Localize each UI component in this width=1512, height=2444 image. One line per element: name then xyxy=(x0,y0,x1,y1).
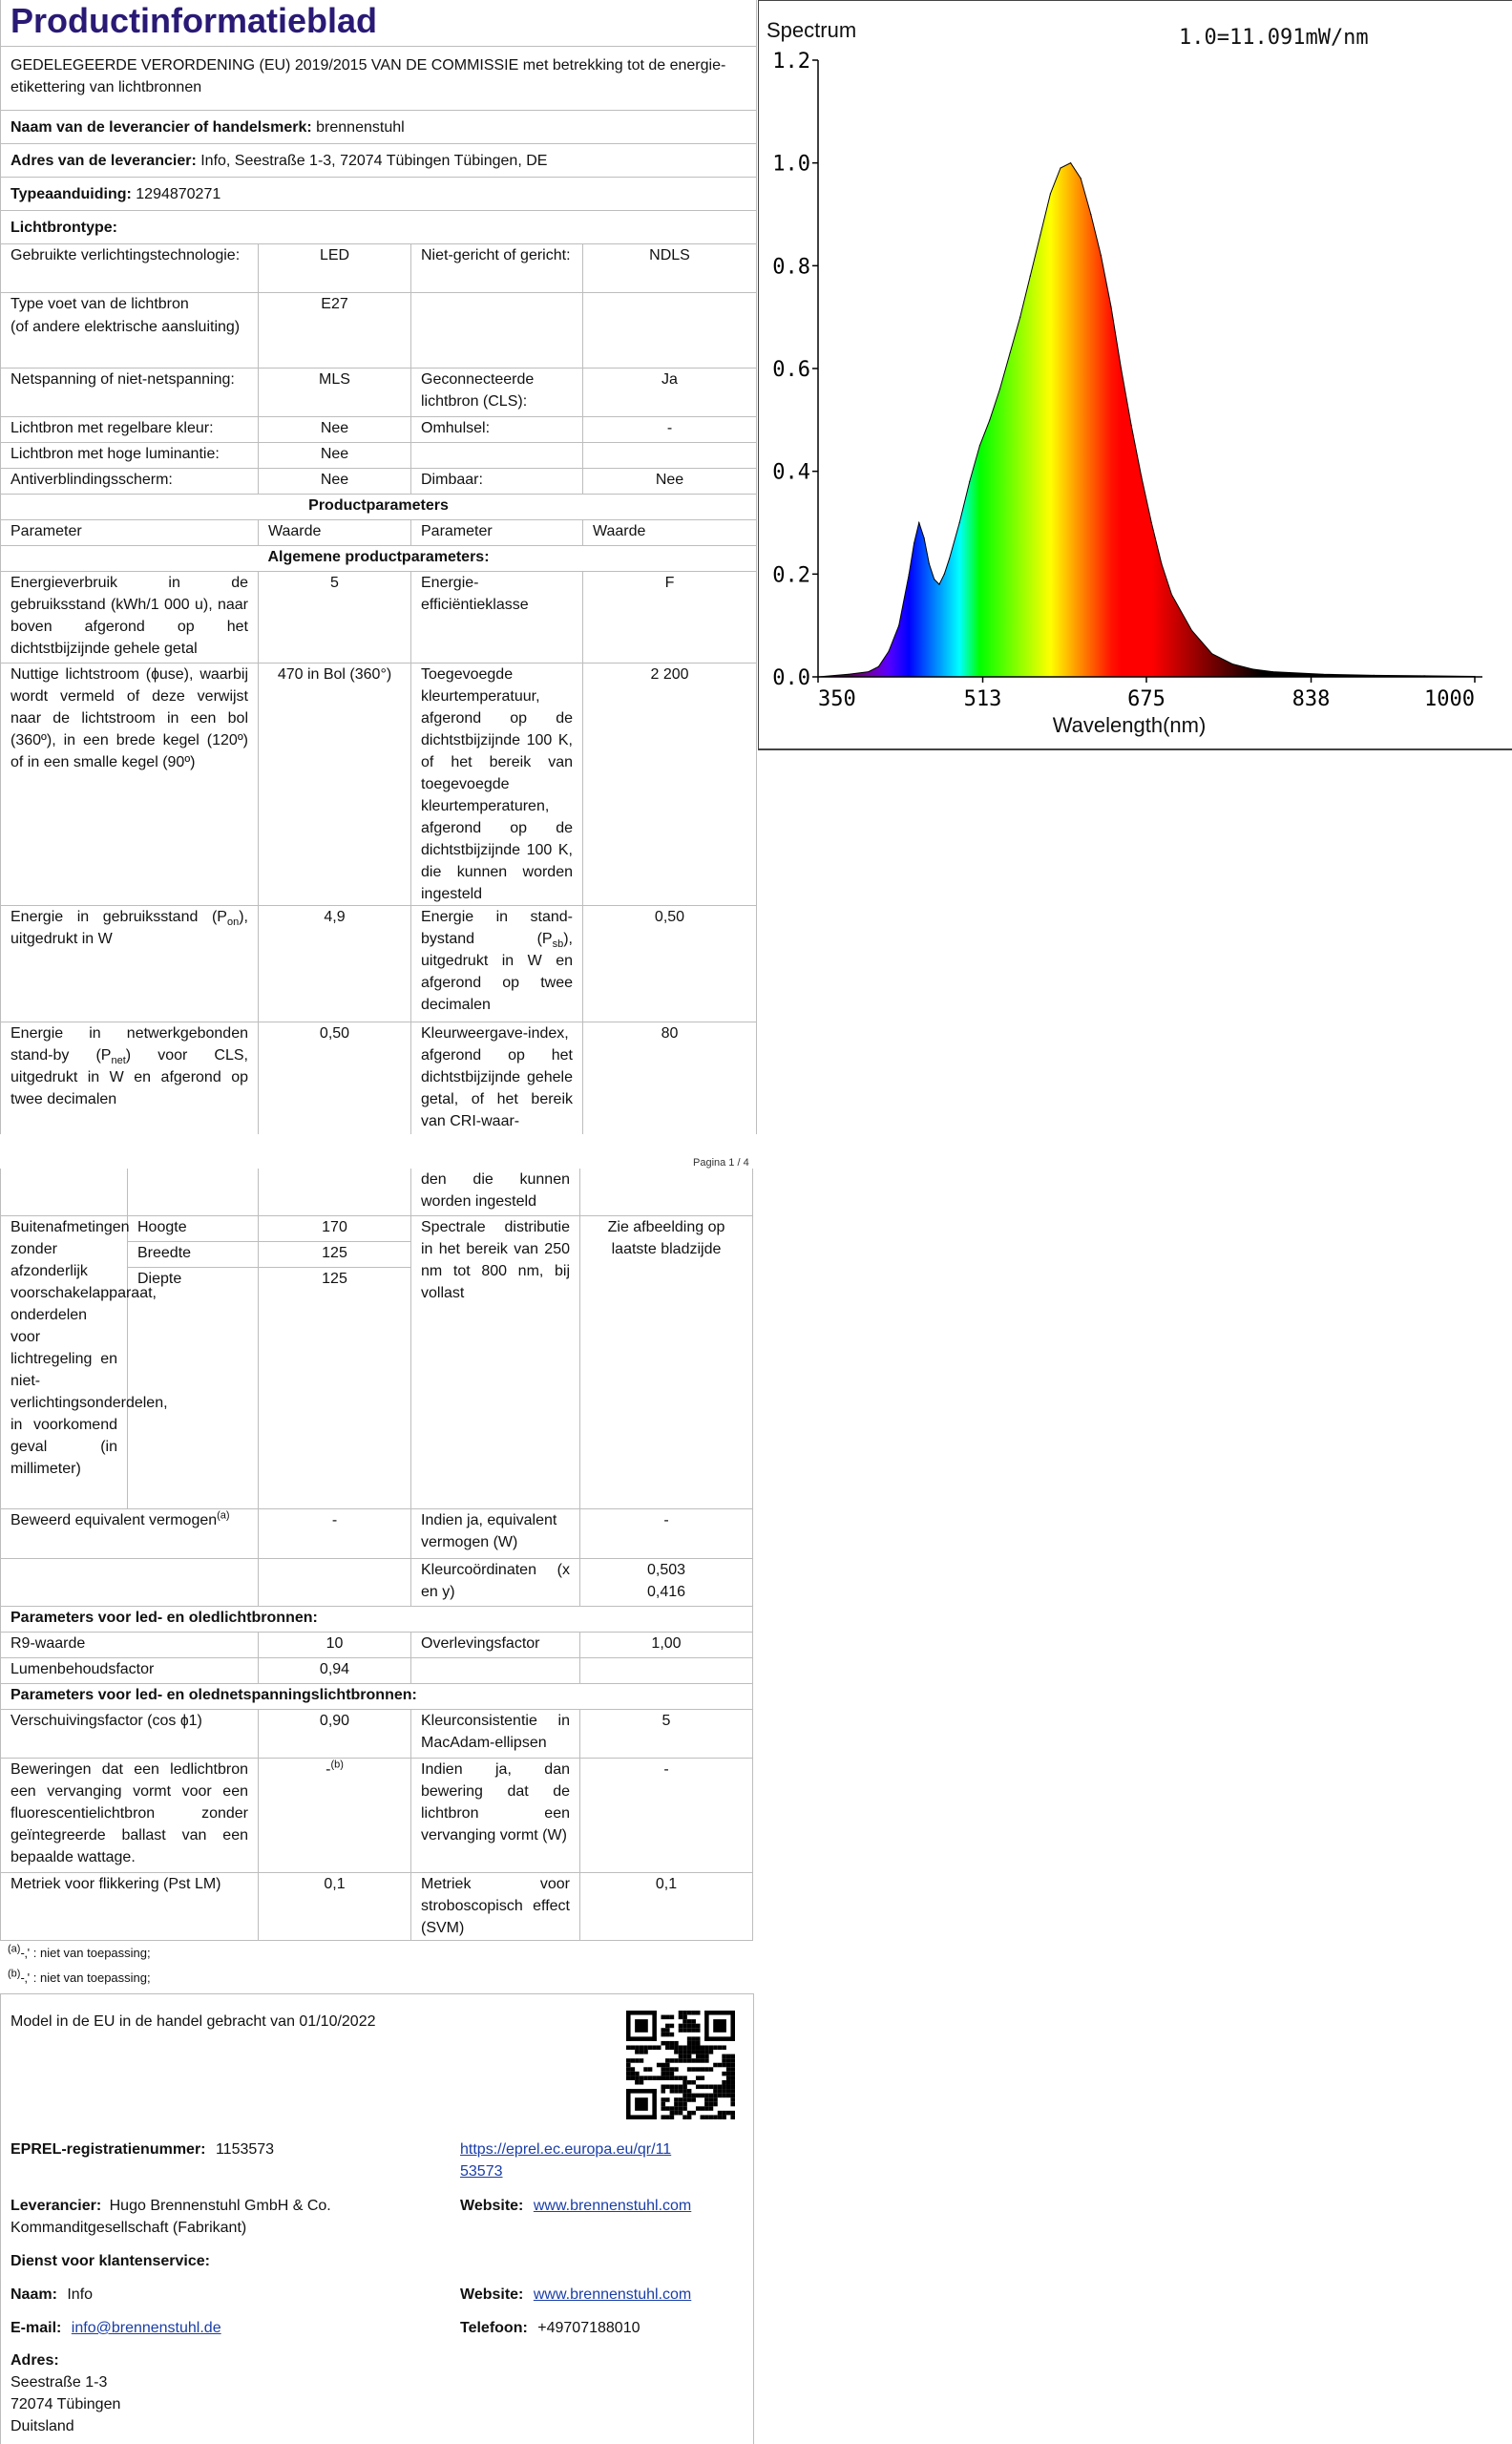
website-row xyxy=(460,2195,691,2217)
spectrum-point xyxy=(1272,671,1273,672)
spectrum-point xyxy=(1151,522,1152,523)
qr-code-icon xyxy=(626,2011,735,2119)
spectrum-point xyxy=(1191,630,1192,631)
svm-label: Metriek voor stroboscopisch effect (SVM) xyxy=(411,1872,580,1940)
y-tick-label: 0.2 xyxy=(772,563,810,588)
footer-block xyxy=(0,1993,754,2444)
page-number: Pagina 1 / 4 xyxy=(693,1157,749,1169)
spectrum-point xyxy=(1323,674,1324,675)
cri-value: 80 xyxy=(583,1022,757,1134)
ndls-label: Niet-gericht of gericht: xyxy=(411,243,583,292)
led-params-title: Parameters voor led- en oledlichtbronnen: xyxy=(1,1606,753,1632)
depth-label: Diepte xyxy=(128,1267,259,1508)
col-value-2: Waarde xyxy=(583,519,757,545)
eprel-link[interactable] xyxy=(460,2138,737,2182)
website2-row xyxy=(460,2284,691,2306)
spectrum-point xyxy=(938,584,939,585)
eprel-url[interactable]: https://eprel.ec.europa.eu/qr/11 53573 xyxy=(460,2141,672,2180)
col-value-1: Waarde xyxy=(259,519,411,545)
equiv-label: Indien ja, equivalent vermogen (W) xyxy=(411,1508,580,1558)
col-param-1: Parameter xyxy=(1,519,259,545)
spd-label: Spectrale distributie in het bereik van 250 nm tot 800 nm, bij vollast xyxy=(411,1215,580,1508)
spectrum-point xyxy=(1110,306,1111,307)
survival-value: 1,00 xyxy=(580,1632,753,1657)
mains-value: MLS xyxy=(259,368,411,416)
spectrum-point xyxy=(1121,368,1122,369)
mains-label: Netspanning of niet-netspanning: xyxy=(1,368,259,416)
spectrum-point xyxy=(924,537,925,538)
highlum-label: Lichtbron met hoge luminantie: xyxy=(1,442,259,468)
spectrum-point xyxy=(878,666,879,667)
spectrum-point xyxy=(1070,162,1071,163)
width-value: 125 xyxy=(259,1241,411,1267)
website2-label: Website: xyxy=(460,2286,524,2303)
consistency-value: 5 xyxy=(580,1709,753,1758)
spectrum-point xyxy=(1101,255,1102,256)
color-label: Lichtbron met regelbare kleur: xyxy=(1,416,259,442)
equiv-value: - xyxy=(580,1508,753,1558)
psb-value: 0,50 xyxy=(583,905,757,1022)
phone-label: Telefoon: xyxy=(460,2320,528,2336)
address-line-1: Seestraße 1-3 xyxy=(10,2374,108,2391)
pon-label: Energie in gebruiksstand $(P_{on})$, uitgedrukt in W xyxy=(1,905,259,1022)
name-label: Naam: xyxy=(10,2286,57,2303)
y-tick-label: 1.0 xyxy=(772,152,810,177)
cls-label: Geconnecteerde lichtbron (CLS): xyxy=(411,368,583,416)
lumen-label: Lumenbehoudsfactor xyxy=(1,1657,259,1683)
mains-params-title: Parameters voor led- en olednetspanningslichtbronnen: xyxy=(1,1683,753,1709)
spd-value: Zie afbeelding op laatste bladzijde xyxy=(580,1215,753,1508)
eprel-number: 1153573 xyxy=(215,2141,275,2158)
spectrum-point xyxy=(1010,352,1011,353)
r9-label: R9-waarde xyxy=(1,1632,259,1657)
chroma-value: 0,503 0,416 xyxy=(580,1558,753,1606)
page-title: Productinformatieblad xyxy=(10,1,378,40)
flux-label: Nuttige lichtstroom (ɸuse), waarbij wordt vermeld of deze verwijst naar de lichtstroom in een bol (360º), in een brede kegel (120º) of in een smalle kegel (90º) xyxy=(1,663,259,905)
eprel-label: EPREL-registratienummer: xyxy=(10,2141,206,2158)
flux-value: 470 in Bol (360°) xyxy=(259,663,411,905)
regulation-text: GEDELEGEERDE VERORDENING (EU) 2019/2015 VAN DE COMMISSIE met betrekking tot de energie-etikettering van lichtbronnen xyxy=(10,56,726,95)
y-tick-label: 0.0 xyxy=(772,666,810,690)
y-tick-label: 1.2 xyxy=(772,50,810,74)
chart-annotation: 1.0=11.091mW/nm xyxy=(1179,26,1369,50)
x-tick-label: 675 xyxy=(1127,687,1166,711)
cls-value: Ja xyxy=(583,368,757,416)
pnet-value: 0,50 xyxy=(259,1022,411,1134)
replacement-label: Beweringen dat een ledlichtbron een vervanging vormt voor een fluorescentielichtbron zonder geïntegreerde ballast van een bepaalde wattage. xyxy=(1,1758,259,1872)
replacement-w-value: - xyxy=(580,1758,753,1872)
spectrum-point xyxy=(1161,563,1162,564)
lightsource-table xyxy=(0,243,757,1135)
service-title: Dienst voor klantenservice: xyxy=(10,2253,210,2269)
general-params-title: Algemene productparameters: xyxy=(1,545,757,571)
pnet-label: Energie in netwerkgebonden stand-by $(P_{net})$ voor CLS, uitgedrukt in W en afgerond op twee decimalen xyxy=(1,1022,259,1134)
dimensions-label: Buitenafmetingen zonder afzonderlijk voorschakelapparaat, onderdelen voor lichtregeling en niet-verlichtingsonderdelen, in voorkomend geval (in millimeter) xyxy=(1,1215,128,1508)
note-b: $^{(b)}$-‚' : niet van toepassing; xyxy=(8,1968,151,1985)
website2-link[interactable]: www.brennenstuhl.com xyxy=(533,2286,692,2303)
height-value: 170 xyxy=(259,1215,411,1241)
email-link[interactable]: info@brennenstuhl.de xyxy=(71,2320,221,2336)
energy-label: Energieverbruik in de gebruiksstand (kWh/1 000 u), naar boven afgerond op het dichtstbijzijnde gehele getal xyxy=(1,571,259,663)
spectrum-point xyxy=(979,445,980,446)
dimmable-value: Nee xyxy=(583,468,757,494)
cap-label: Type voet van de lichtbron xyxy=(10,295,189,312)
chroma-label: Kleurcoördinaten (x en y) xyxy=(411,1558,580,1606)
spectrum-point xyxy=(1030,276,1031,277)
antiglare-value: Nee xyxy=(259,468,411,494)
width-label: Breedte xyxy=(128,1241,259,1267)
color-value: Nee xyxy=(259,416,411,442)
phone-value: +49707188010 xyxy=(537,2320,640,2336)
address-label: Adres: xyxy=(10,2352,59,2369)
spectrum-point xyxy=(949,558,950,559)
spectrum-point xyxy=(1081,178,1082,179)
spectrum-point xyxy=(1171,594,1172,595)
address-block xyxy=(10,2349,120,2437)
cap-note: (of andere elektrische aansluiting) xyxy=(10,318,241,335)
envelope-label: Omhulsel: xyxy=(411,416,583,442)
spectrum-point xyxy=(1019,317,1020,318)
spectrum-point xyxy=(918,522,919,523)
replacement-w-label: Indien ja, dan bewering dat de lichtbron een vervanging vormt (W) xyxy=(411,1758,580,1872)
spectrum-point xyxy=(1131,425,1132,426)
pon-value: 4,9 xyxy=(259,905,411,1022)
phone-row xyxy=(460,2317,640,2339)
model-identifier: 1294870271 xyxy=(136,185,221,202)
x-axis-label: Wavelength(nm) xyxy=(1052,713,1207,737)
energy-value: 5 xyxy=(259,571,411,663)
flicker-label: Metriek voor flikkering (Pst LM) xyxy=(1,1872,259,1940)
spectrum-point xyxy=(1090,214,1091,215)
page1-sheet xyxy=(0,0,756,1134)
model-label: Typeaanduiding: xyxy=(10,185,132,202)
antiglare-label: Antiverblindingsscherm: xyxy=(1,468,259,494)
spectrum-point xyxy=(898,625,899,626)
spectrum-point xyxy=(944,574,945,575)
flicker-value: 0,1 xyxy=(259,1872,411,1940)
envelope-value: - xyxy=(583,416,757,442)
claimed-value: - xyxy=(259,1508,411,1558)
x-tick-label: 513 xyxy=(963,687,1002,711)
r9-value: 10 xyxy=(259,1632,411,1657)
supplier-name-label: Naam van de leverancier of handelsmerk: xyxy=(10,118,312,136)
claimed-label: Beweerd equivalent vermogen$^{(a)}$ xyxy=(1,1508,259,1558)
website-link[interactable]: www.brennenstuhl.com xyxy=(533,2198,692,2214)
supplier-label: Leverancier: xyxy=(10,2198,102,2214)
page2-sheet xyxy=(0,1169,752,1987)
supplier-name: brennenstuhl xyxy=(316,118,405,136)
eclass-label: Energie-efficiëntieklasse xyxy=(411,571,583,663)
header-table xyxy=(0,0,757,244)
spectrum-point xyxy=(909,574,910,575)
tech-value: LED xyxy=(259,243,411,292)
address-line-2: 72074 Tübingen xyxy=(10,2396,121,2412)
spectrum-point xyxy=(969,481,970,482)
spectrum-point xyxy=(999,389,1000,390)
spectrum-point xyxy=(959,522,960,523)
psb-label: Energie in stand-bystand $(P_{sb})$, uitgedrukt in W en afgerond op twee decimalen xyxy=(411,905,583,1022)
ndls-value: NDLS xyxy=(583,243,757,292)
y-tick-label: 0.6 xyxy=(772,358,810,382)
spectrum-point xyxy=(1252,668,1253,669)
name-row xyxy=(10,2284,93,2306)
cri-label-part2: den die kunnen worden ingesteld xyxy=(411,1169,580,1215)
email-row xyxy=(10,2317,221,2339)
website-label: Website: xyxy=(460,2198,524,2214)
replacement-value: -$^{(b)}$ xyxy=(259,1758,411,1872)
continuation-table xyxy=(0,1169,753,1941)
consistency-label: Kleurconsistentie in MacAdam-ellipsen xyxy=(411,1709,580,1758)
x-tick-label: 1000 xyxy=(1424,687,1475,711)
spectrum-area xyxy=(818,163,1475,677)
note-a: $^{(a)}$-‚' : niet van toepassing; xyxy=(8,1943,151,1960)
spectrum-point xyxy=(848,674,849,675)
y-tick-label: 0.8 xyxy=(772,255,810,280)
pf-label: Verschuivingsfactor (cos ɸ1) xyxy=(1,1709,259,1758)
lumen-value: 0,94 xyxy=(259,1657,411,1683)
email-label: E-mail: xyxy=(10,2320,62,2336)
spectrum-point xyxy=(1374,675,1375,676)
cap-value: E27 xyxy=(259,292,411,368)
eprel-row xyxy=(10,2138,274,2160)
survival-label: Overlevingsfactor xyxy=(411,1632,580,1657)
supplier-address-label: Adres van de leverancier: xyxy=(10,152,197,169)
cct-label: Toegevoegde kleurtemperatuur, afgerond op de dichtstbijzijnde 100 K, of het bereik van toegevoegde kleurtemperaturen, afgerond op de dichtstbijzijnde 100 K, die kunnen worden ingesteld xyxy=(411,663,583,905)
lightsource-type-label: Lichtbrontype: xyxy=(10,219,117,236)
spectrum-point xyxy=(1211,653,1212,654)
spectrum-point xyxy=(989,419,990,420)
cri-label-part1: Kleurweergave-index, afgerond op het dichtstbijzijnde gehele getal, of het bereik van CRI-waar- xyxy=(411,1022,583,1134)
spectrum-point xyxy=(889,651,890,652)
eclass-value: F xyxy=(583,571,757,663)
address-line-3: Duitsland xyxy=(10,2418,74,2434)
height-label: Hoogte xyxy=(128,1215,259,1241)
col-param-2: Parameter xyxy=(411,519,583,545)
highlum-value: Nee xyxy=(259,442,411,468)
chart-title: Spectrum xyxy=(766,18,857,42)
pf-value: 0,90 xyxy=(259,1709,411,1758)
supplier-value: Hugo Brennenstuhl GmbH & Co. Kommanditgesellschaft (Fabrikant) xyxy=(10,2198,331,2236)
svm-value: 0,1 xyxy=(580,1872,753,1940)
x-tick-label: 838 xyxy=(1292,687,1331,711)
spectrum-svg xyxy=(759,1,1511,748)
spectrum-point xyxy=(1141,475,1142,476)
spectrum-point xyxy=(1050,193,1051,194)
name-value: Info xyxy=(67,2286,94,2303)
market-date: Model in de EU in de handel gebracht van 01/10/2022 xyxy=(10,2013,376,2030)
spectrum-point xyxy=(868,671,869,672)
cct-value: 2 200 xyxy=(583,663,757,905)
y-tick-label: 0.4 xyxy=(772,460,810,485)
tech-label: Gebruikte verlichtingstechnologie: xyxy=(1,243,259,292)
spectrum-point xyxy=(929,563,930,564)
spectrum-chart xyxy=(758,0,1512,750)
depth-value: 125 xyxy=(259,1267,411,1508)
dimmable-label: Dimbaar: xyxy=(411,468,583,494)
product-params-title: Productparameters xyxy=(1,494,757,519)
supplier-row xyxy=(10,2195,459,2239)
x-tick-label: 350 xyxy=(818,687,856,711)
supplier-address: Info, Seestraße 1-3, 72074 Tübingen Tübingen, DE xyxy=(200,152,548,169)
